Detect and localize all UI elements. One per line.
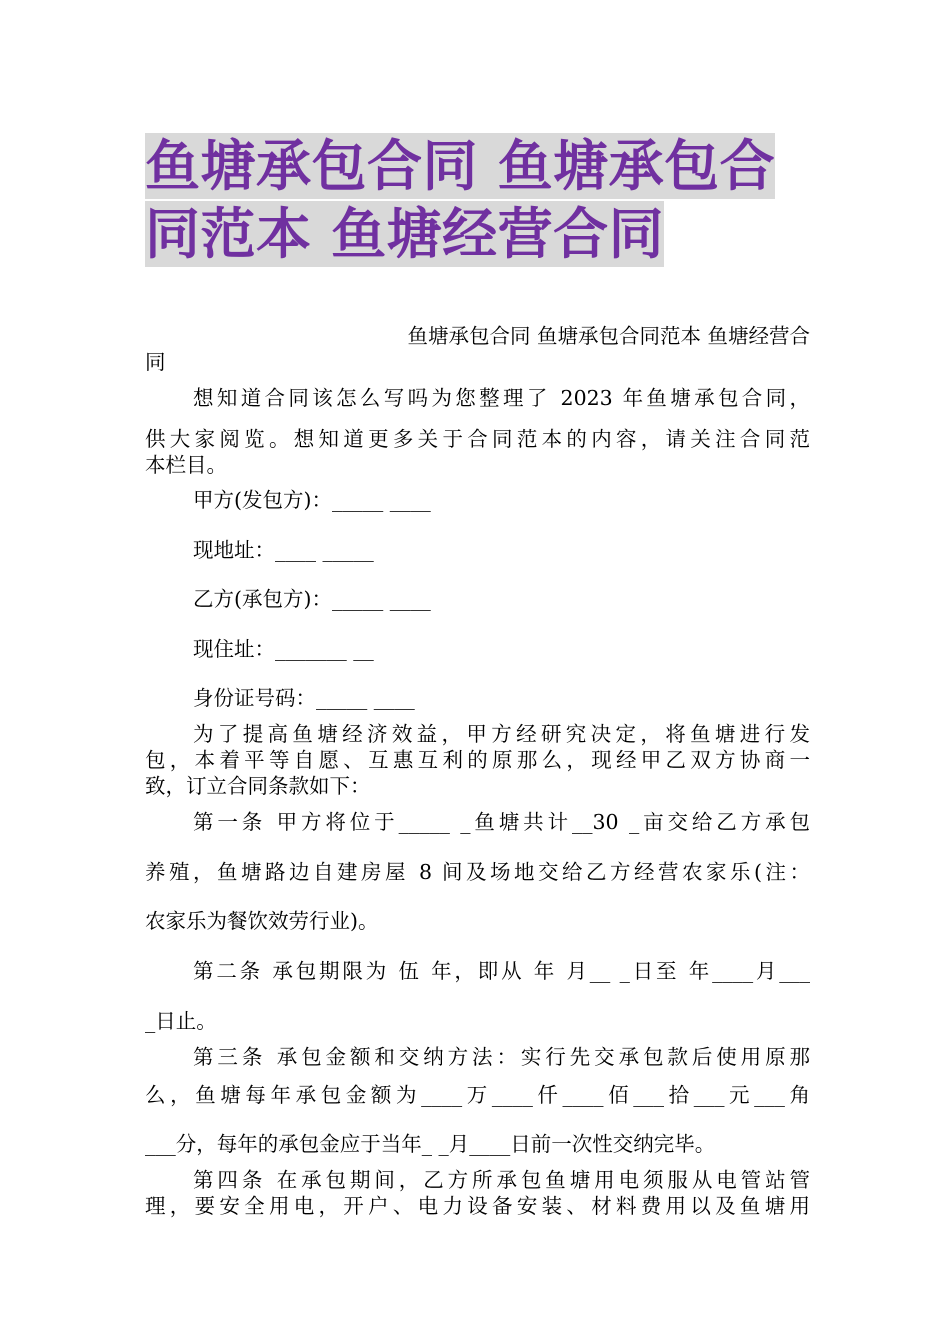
title-line-2: 同范本 鱼塘经营合同 bbox=[145, 202, 665, 266]
purpose-line-1: 为了提高鱼塘经济效益，甲方经研究决定，将鱼塘进行发 bbox=[193, 722, 810, 746]
subtitle-line-1: 鱼塘承包合同 鱼塘承包合同范本 鱼塘经营合 bbox=[407, 324, 810, 348]
article-1-line-2: 养殖，鱼塘路边自建房屋 8 间及场地交给乙方经营农家乐(注： bbox=[145, 860, 810, 884]
article-2-line-1: 第二条 承包期限为 伍 年，即从 年 月__ _日至 年____月___ bbox=[193, 959, 810, 983]
purpose-line-2: 包，本着平等自愿、互惠互利的原那么，现经甲乙双方协商一 bbox=[145, 748, 810, 772]
id-number-field: 身份证号码：_____ ____ bbox=[193, 686, 415, 710]
title-line-1: 鱼塘承包合同 鱼塘承包合 bbox=[145, 134, 776, 198]
article-4-line-2: 理，要安全用电，开户、电力设备安装、材料费用以及鱼塘用 bbox=[145, 1194, 810, 1218]
address-b-field: 现住址：_______ __ bbox=[193, 637, 374, 661]
party-a-field: 甲方(发包方)：_____ ____ bbox=[193, 488, 431, 512]
intro-line-1: 想知道合同该怎么写吗为您整理了 2023 年鱼塘承包合同， bbox=[193, 386, 810, 410]
article-1-line-1: 第一条 甲方将位于_____ _鱼塘共计__30 _亩交给乙方承包 bbox=[193, 810, 810, 834]
article-3-line-3: ___分，每年的承包金应于当年_ _月____日前一次性交纳完毕。 bbox=[145, 1132, 716, 1156]
article-3-line-1: 第三条 承包金额和交纳方法：实行先交承包款后使用原那 bbox=[193, 1045, 810, 1069]
subtitle-line-2: 同 bbox=[145, 350, 166, 374]
intro-line-2: 供大家阅览。想知道更多关于合同范本的内容，请关注合同范 bbox=[145, 427, 810, 451]
address-a-field: 现地址：____ _____ bbox=[193, 538, 374, 562]
purpose-line-3: 致，订立合同条款如下： bbox=[145, 774, 371, 798]
intro-line-3: 本栏目。 bbox=[145, 453, 227, 477]
article-1-line-3: 农家乐为餐饮效劳行业)。 bbox=[145, 909, 379, 933]
article-2-line-2: _日止。 bbox=[145, 1009, 217, 1033]
article-3-line-2: 么，鱼塘每年承包金额为____万____仟____佰___拾___元___角 bbox=[145, 1083, 810, 1107]
article-4-line-1: 第四条 在承包期间，乙方所承包鱼塘用电须服从电管站管 bbox=[193, 1168, 810, 1192]
party-b-field: 乙方(承包方)：_____ ____ bbox=[193, 587, 431, 611]
